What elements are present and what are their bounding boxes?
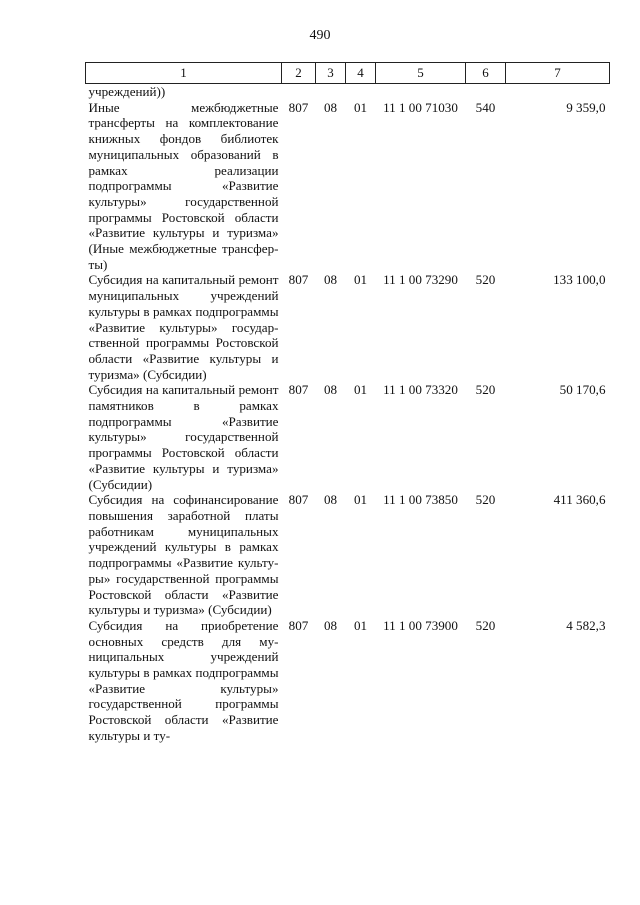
section-code: 08 [323,492,338,508]
amount: 50 170,6 [559,382,606,398]
row-description: учреждений)) [88,84,166,99]
section-code: 08 [323,617,338,633]
table-row [86,492,610,618]
column-header: 4 [346,63,376,84]
section-code: 08 [323,382,338,398]
row-description: Субсидия на софинансирование повышения заработной платы работникам муниципальных учреждений культуры в рамках подпрограммы «Развитие культуры» государственной программы Ростовской области «Развитие культуры и туризма» (Субсидии) [88,492,279,618]
page-number: 490 [309,28,331,43]
table-row [86,618,610,744]
table-row [86,382,610,492]
table-row [86,272,610,382]
amount: 411 360,6 [553,492,606,508]
subsection-code: 01 [353,272,368,288]
amount: 133 100,0 [553,272,606,288]
ministry-code: 807 [288,617,309,633]
expense-type-code: 540 [475,99,496,115]
expense-type-code: 520 [475,382,496,398]
column-header: 6 [466,63,506,84]
column-header: 2 [282,63,316,84]
ministry-code: 807 [288,492,309,508]
table-row [86,100,610,273]
subsection-code: 01 [353,382,368,398]
section-code: 08 [323,99,338,115]
subsection-code: 01 [353,617,368,633]
amount: 9 359,0 [566,99,606,115]
row-description: Субсидия на капитальный ремонт муниципальных учреждений культуры в рамках подпрограммы «Развитие культуры» государственной программы Ростовской области «Развитие культуры и туризма» (Субсидии) [88,272,279,382]
ministry-code: 807 [288,382,309,398]
target-article-code: 11 1 00 73290 [383,272,458,288]
column-header: 5 [376,63,466,84]
target-article-code: 11 1 00 73850 [383,492,458,508]
ministry-code: 807 [288,99,309,115]
table-row-continuation [86,84,610,100]
column-header: 3 [316,63,346,84]
row-description: Иные межбюджетные трансферты на комплектование книжных фондов библиотек муниципальных образований в рамках реализации подпрограммы «Развитие культуры» государственной программы Ростовской области «Развитие культуры и туризма» (Иные межбюджетные трансферты) [88,99,279,272]
expense-type-code: 520 [475,272,496,288]
section-code: 08 [323,272,338,288]
column-header: 1 [86,63,282,84]
target-article-code: 11 1 00 73320 [383,382,458,398]
row-description: Субсидия на капитальный ремонт памятников в рамках подпрограммы «Развитие культуры» государственной программы Ростовской области «Развитие культуры и туризма» (Субсидии) [88,382,279,492]
expense-type-code: 520 [475,617,496,633]
column-header: 7 [506,63,610,84]
budget-table [85,62,610,744]
target-article-code: 11 1 00 73900 [383,617,458,633]
subsection-code: 01 [353,492,368,508]
ministry-code: 807 [288,272,309,288]
amount: 4 582,3 [566,617,606,633]
row-description: Субсидия на приобретение основных средств для муниципальных учреждений культуры в рамках подпрограммы «Развитие культуры» государственной программы Ростовской области «Развитие культуры и ту- [88,617,279,743]
target-article-code: 11 1 00 71030 [383,99,458,115]
table-header-row [86,63,610,84]
subsection-code: 01 [353,99,368,115]
expense-type-code: 520 [475,492,496,508]
